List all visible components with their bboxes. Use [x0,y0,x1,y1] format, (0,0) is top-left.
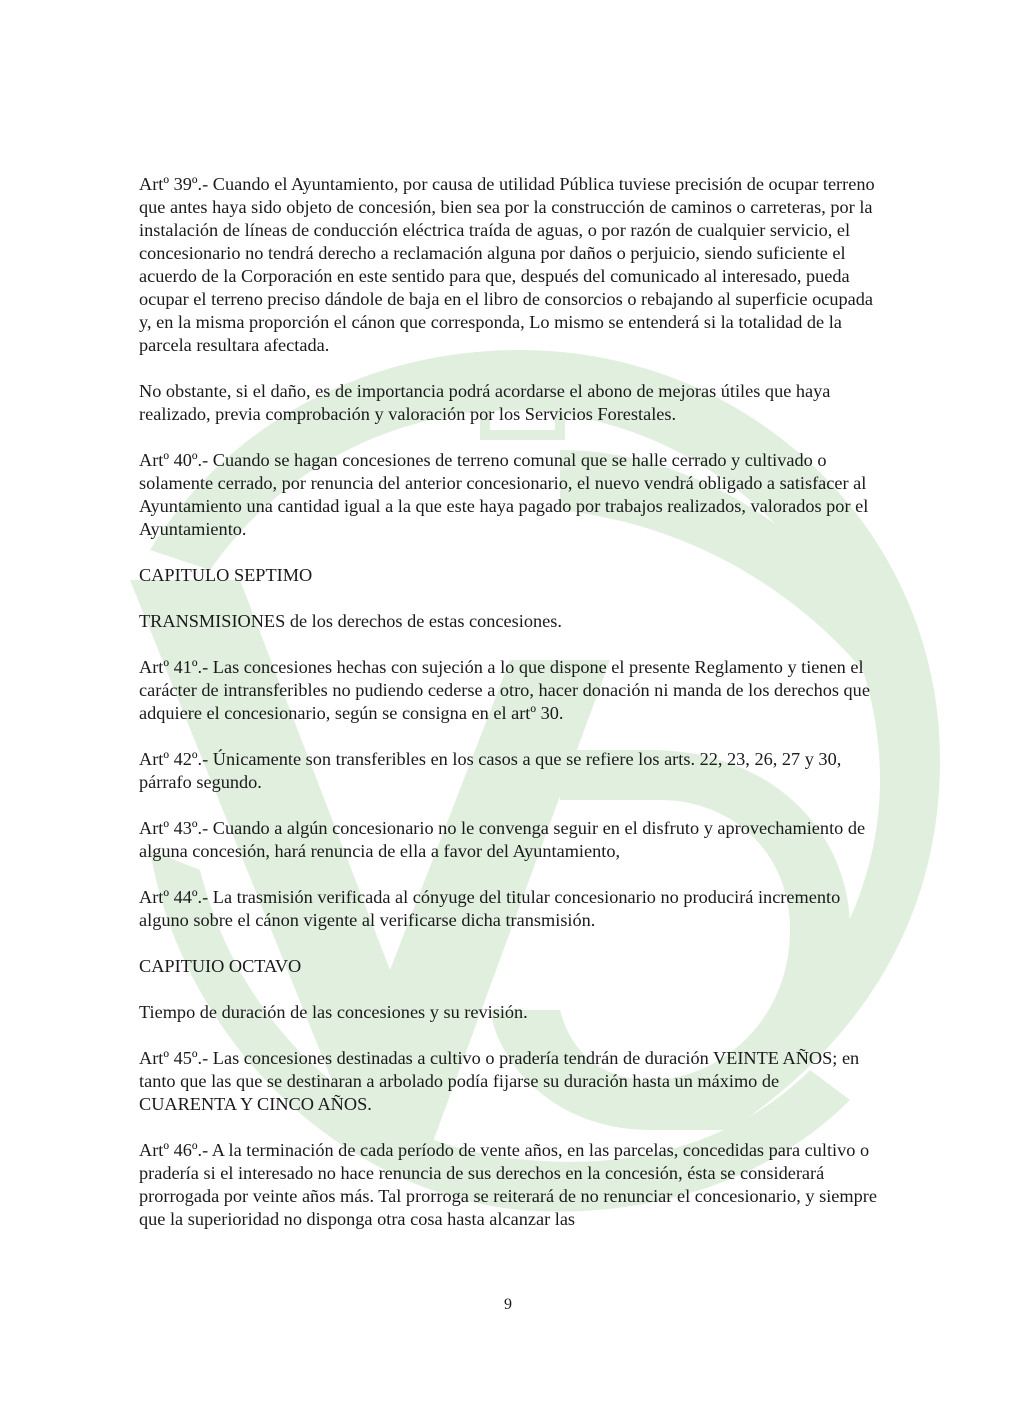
paragraph-art-43: Artº 43º.- Cuando a algún concesionario no le convenga seguir en el disfruto y aprovechamiento de alguna concesión, hará renuncia de ella a favor del Ayuntamiento, [139,818,866,861]
paragraph-art-39: Artº 39º.- Cuando el Ayuntamiento, por causa de utilidad Pública tuviese precisión de ocupar terreno que antes haya sido objeto de concesión, bien sea por la construcción de caminos o carreteras, por la instalación de líneas de conducción eléctrica traída de aguas, o por razón de cualquier servicio, el concesionario no tendrá derecho a reclamación alguna por daños o perjuicio, siendo suficiente el acuerdo de la Corporación en este sentido para que, después del comunicado al interesado, pueda ocupar el terreno preciso dándole de baja en el libro de consorcios o rebajando al superficie ocupada y, en la misma proporción el cánon que corresponda, Lo mismo se entenderá si la totalidad de la parcela resultara afectada. [139,174,875,355]
chapter-subtitle-transmisiones: TRANSMISIONES de los derechos de estas concesiones. [139,611,562,631]
paragraph-art-42: Artº 42º.- Únicamente son transferibles en los casos a que se refiere los arts. 22, 23, 26, 27 y 30, párrafo segundo. [139,749,842,792]
paragraph-art-44: Artº 44º.- La trasmisión verificada al cónyuge del titular concesionario no producirá incremento alguno sobre el cánon vigente al verificarse dicha transmisión. [139,887,841,930]
page-number: 9 [504,1296,512,1313]
paragraph-art-39-note: No obstante, si el daño, es de importancia podrá acordarse el abono de mejoras útiles que haya realizado, previa comprobación y valoración por los Servicios Forestales. [139,381,831,424]
document-body [139,173,879,1254]
chapter-heading-septimo: CAPITULO SEPTIMO [139,565,313,585]
paragraph-art-45: Artº 45º.- Las concesiones destinadas a cultivo o pradería tendrán de duración VEINTE AÑOS; en tanto que las que se destinaran a arbolado podía fijarse su duración hasta un máximo de CUARENTA Y CINCO AÑOS. [139,1048,860,1114]
paragraph-art-40: Artº 40º.- Cuando se hagan concesiones de terreno comunal que se halle cerrado y cultivado o solamente cerrado, por renuncia del anterior concesionario, el nuevo vendrá obligado a satisfacer al Ayuntamiento una cantidad igual a la que este haya pagado por trabajos realizados, valorados por el Ayuntamiento. [139,450,869,539]
chapter-heading-octavo: CAPITUIO OCTAVO [139,956,302,976]
chapter-subtitle-duracion: Tiempo de duración de las concesiones y su revisión. [139,1002,528,1022]
paragraph-art-46: Artº 46º.- A la terminación de cada período de vente años, en las parcelas, concedidas para cultivo o pradería si el interesado no hace renuncia de sus derechos en la concesión, ésta se considerará prorrogada por veinte años más. Tal prorroga se reiterará de no renunciar el concesionario, y siempre que la superioridad no disponga otra cosa hasta alcanzar las [139,1140,877,1229]
paragraph-art-41: Artº 41º.- Las concesiones hechas con sujeción a lo que dispone el presente Reglamento y tienen el carácter de intransferibles no pudiendo cederse a otro, hacer donación ni manda de los derechos que adquiere el concesionario, según se consigna en el artº 30. [139,657,870,723]
